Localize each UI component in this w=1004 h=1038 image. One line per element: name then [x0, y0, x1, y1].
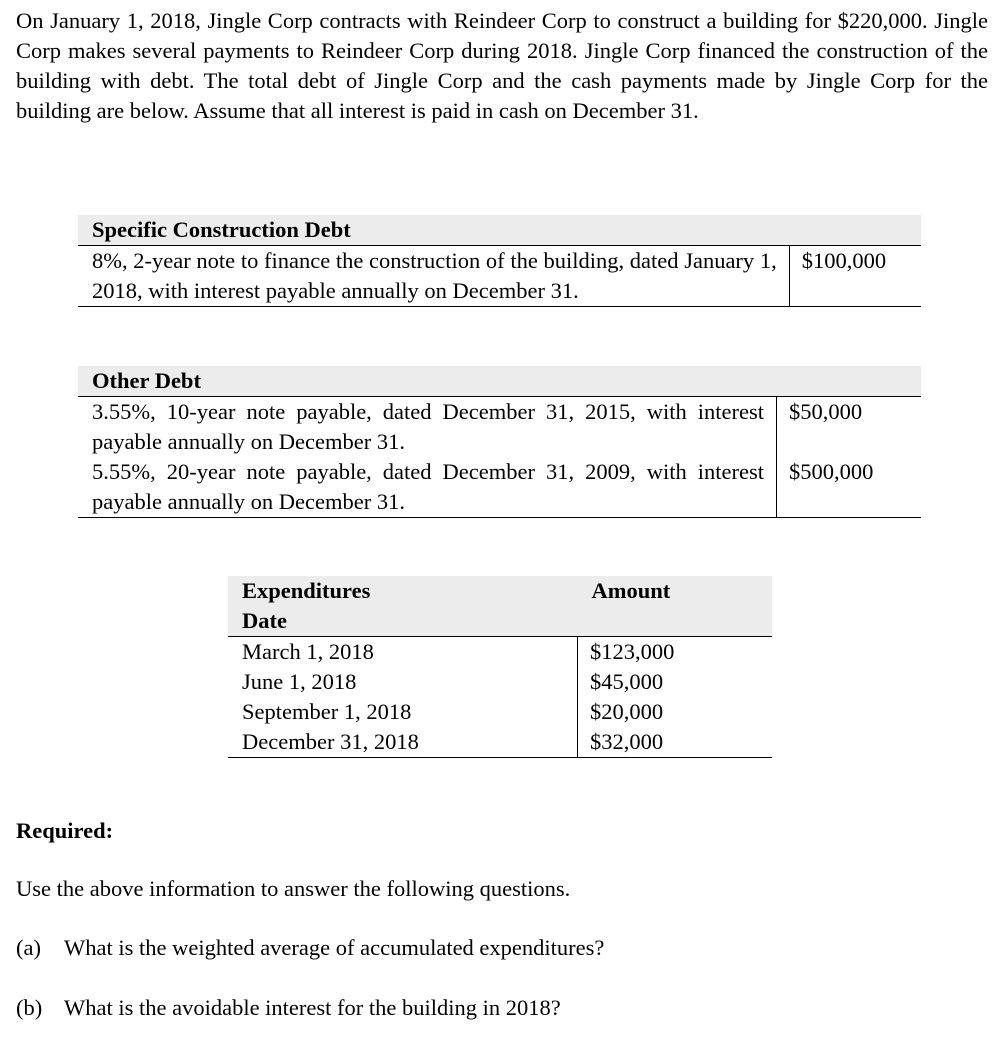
expenditure-dates-cell	[228, 637, 577, 758]
expenditure-amount: $45,000	[589, 669, 664, 694]
specific-construction-debt-table	[78, 215, 921, 307]
question-label: (b)	[16, 995, 43, 1020]
table-row	[228, 637, 772, 758]
expenditures-amount-header: Amount	[577, 576, 772, 637]
expenditure-amount: $20,000	[589, 699, 664, 724]
other-debt-amount: $500,000	[777, 457, 922, 518]
expenditure-date: June 1, 2018	[242, 669, 357, 694]
table-row	[78, 457, 921, 518]
other-debt-description: 5.55%, 20-year note payable, dated December 31, 2009, with interest payable annually on December 31.	[78, 457, 777, 518]
expenditures-header-line1: Expenditures	[242, 578, 371, 603]
table-row	[78, 397, 921, 458]
expenditure-date: March 1, 2018	[242, 639, 374, 664]
other-debt-amount: $50,000	[777, 397, 922, 458]
expenditures-header-row	[228, 576, 772, 637]
specific-debt-header: Specific Construction Debt	[78, 215, 921, 246]
specific-debt-header-row	[78, 215, 921, 246]
table-row	[78, 246, 921, 307]
specific-debt-description: 8%, 2-year note to finance the construction of the building, dated January 1, 2018, with interest payable annually on December 31.	[78, 246, 789, 307]
question-a	[16, 935, 604, 961]
specific-debt-amount: $100,000	[789, 246, 921, 307]
problem-intro: On January 1, 2018, Jingle Corp contracts with Reindeer Corp to construct a building for $220,000. Jingle Corp makes several payments to Reindeer Corp during 2018. Jingle Corp financed the construction of the building with debt. The total debt of Jingle Corp and the cash payments made by Jingle Corp for the building are below. Assume that all interest is paid in cash on December 31.	[16, 8, 988, 123]
expenditure-amounts-cell	[577, 637, 772, 758]
instruction-text: Use the above information to answer the following questions.	[16, 876, 571, 901]
expenditure-date: September 1, 2018	[242, 699, 412, 724]
expenditures-date-header	[228, 576, 577, 637]
other-debt-header-row	[78, 366, 921, 397]
question-b	[16, 995, 561, 1021]
question-text: What is the avoidable interest for the building in 2018?	[64, 995, 561, 1020]
expenditure-date: December 31, 2018	[242, 729, 419, 754]
expenditures-table	[228, 576, 772, 758]
question-text: What is the weighted average of accumulated expenditures?	[64, 935, 605, 960]
expenditure-amount: $32,000	[589, 729, 664, 754]
required-heading: Required:	[16, 818, 114, 843]
question-label: (a)	[16, 935, 41, 960]
expenditures-header-line2: Date	[242, 608, 287, 633]
other-debt-table	[78, 366, 921, 518]
other-debt-description: 3.55%, 10-year note payable, dated December 31, 2015, with interest payable annually on December 31.	[92, 399, 764, 454]
other-debt-header: Other Debt	[78, 366, 921, 397]
expenditure-amount: $123,000	[589, 639, 675, 664]
